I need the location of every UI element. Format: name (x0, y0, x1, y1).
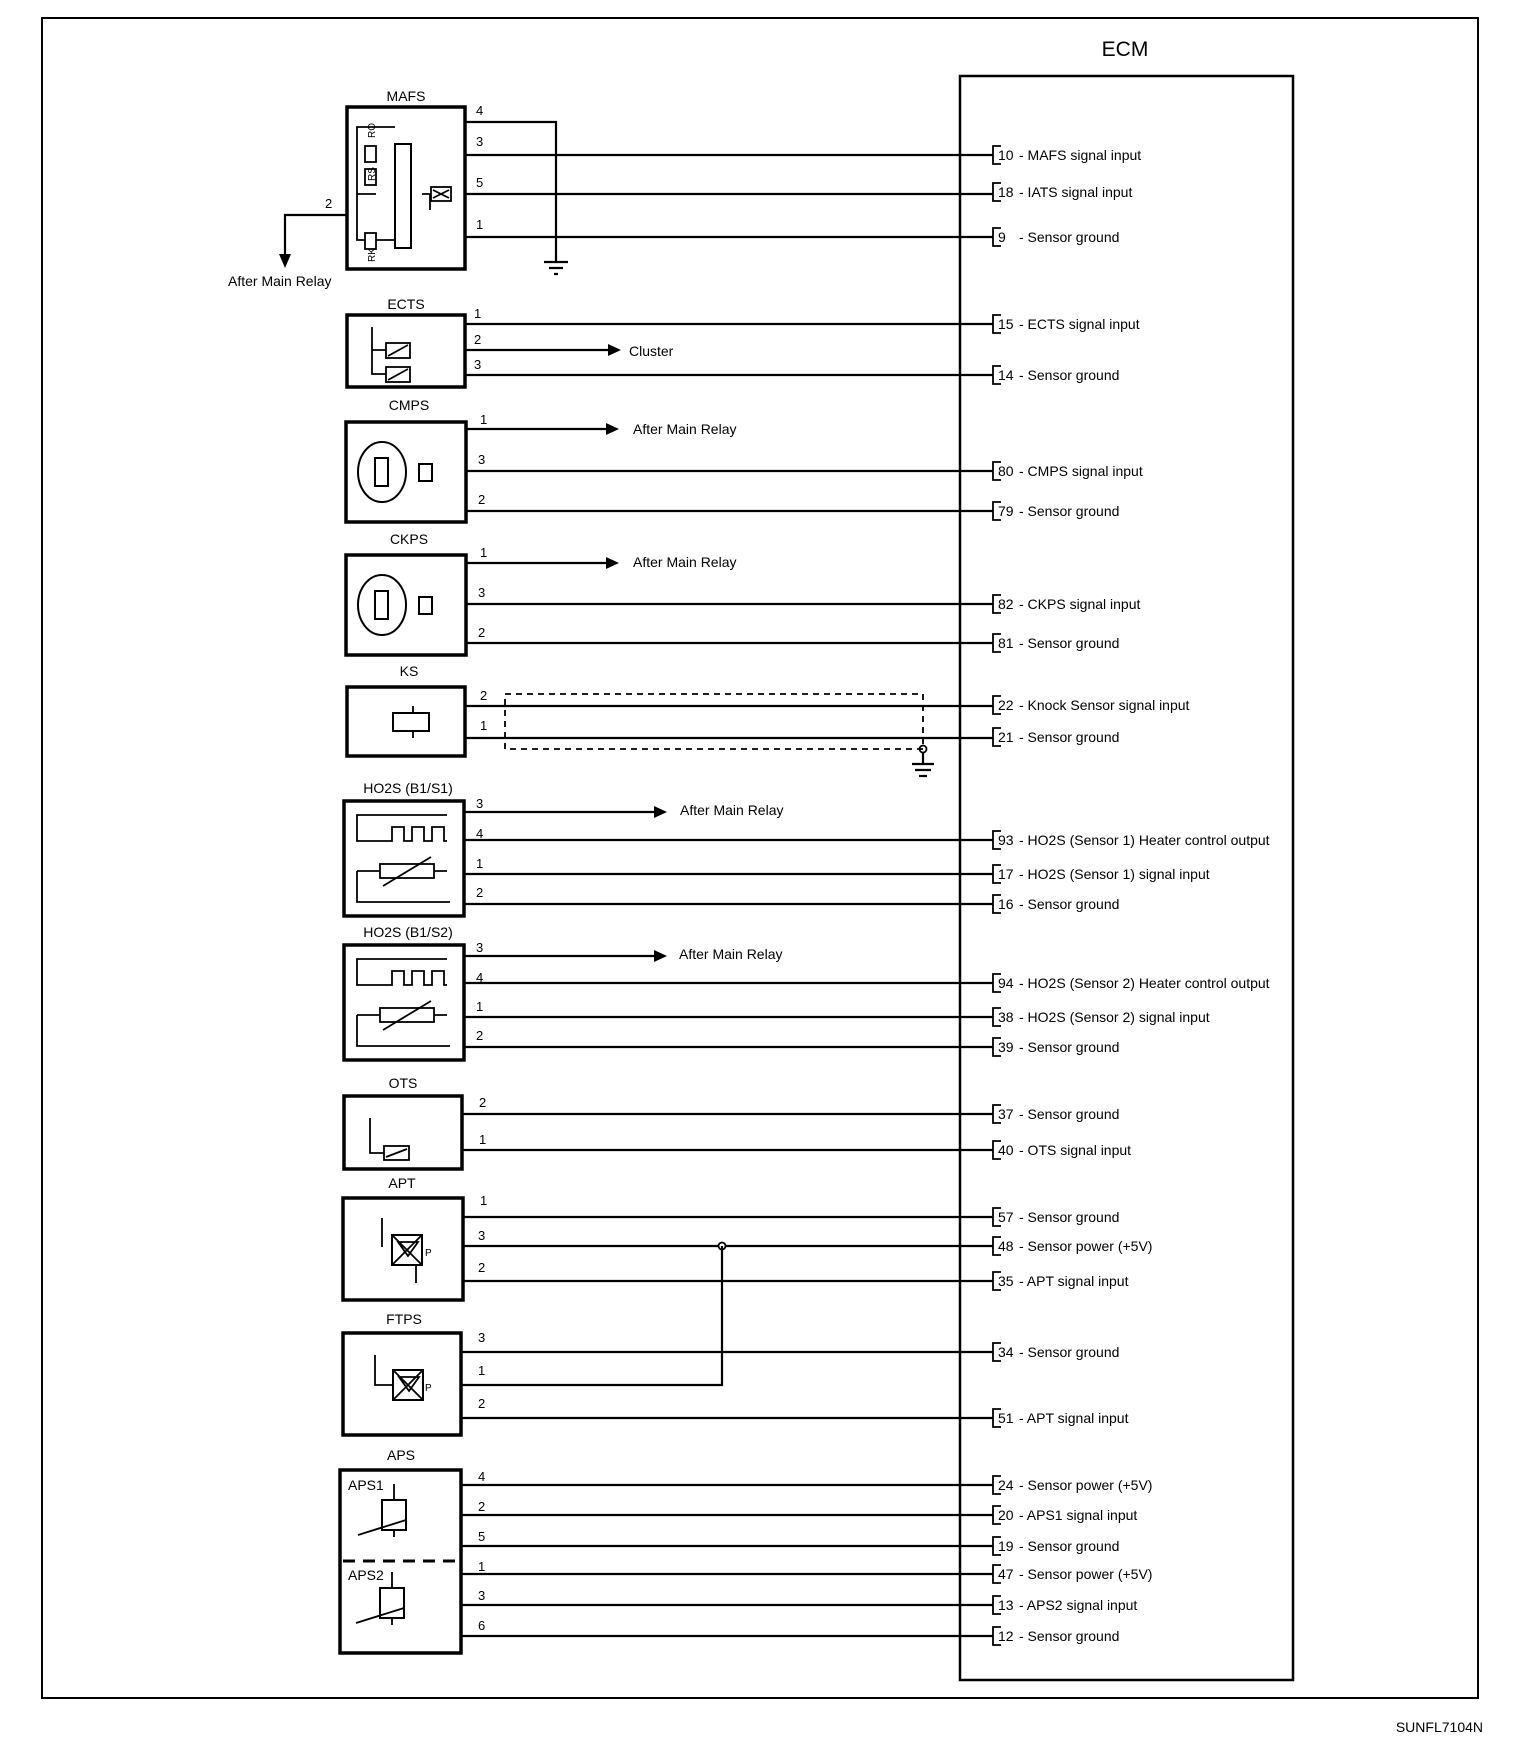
terminal-number: 79 (998, 503, 1014, 519)
ho2s1-component (344, 780, 783, 916)
terminal-label: - Sensor power (+5V) (1019, 1566, 1153, 1582)
terminal-label: - Sensor ground (1019, 896, 1120, 912)
mafs-label: MAFS (386, 88, 426, 104)
terminal-label: - CMPS signal input (1019, 463, 1143, 479)
terminal-label: - MAFS signal input (1019, 147, 1142, 163)
ho2s2-box (344, 945, 464, 1060)
ecm-terminal-9 (993, 228, 1119, 246)
ho2s1-wire-pin2 (450, 902, 993, 904)
ecm-terminal-94 (993, 974, 1270, 992)
terminal-number: 57 (998, 1209, 1014, 1225)
ecm-terminal-38 (993, 1008, 1210, 1026)
ho2s2-wire-pin3-arrowhead (654, 950, 667, 962)
ots-wire-pin1 (409, 1150, 993, 1153)
apt-pin-3: 3 (478, 1228, 486, 1243)
terminal-label: - APT signal input (1019, 1273, 1129, 1289)
terminal-label: - APS2 signal input (1019, 1597, 1138, 1613)
ftps-pin-1: 1 (478, 1363, 486, 1378)
aps-wire-pin4 (394, 1484, 993, 1485)
mafs-pin-5: 5 (476, 175, 484, 190)
terminal-number: 51 (998, 1410, 1014, 1426)
ots-pin-1: 1 (479, 1132, 487, 1147)
terminal-label: - ECTS signal input (1019, 316, 1140, 332)
terminal-label: - Sensor ground (1019, 729, 1120, 745)
terminal-number: 81 (998, 635, 1014, 651)
mafs-pin-1: 1 (476, 217, 484, 232)
ho2s2-component (344, 924, 782, 1060)
mafs-res-rs: RS (367, 167, 378, 181)
terminal-label: - APT signal input (1019, 1410, 1129, 1426)
ecm-terminal-16 (993, 895, 1119, 913)
terminal-label: - Sensor ground (1019, 1106, 1120, 1122)
terminal-number: 47 (998, 1566, 1014, 1582)
ckps-label: CKPS (389, 531, 429, 547)
aps-box (340, 1470, 461, 1653)
ks-pin-1: 1 (480, 718, 488, 733)
ecm-terminal-81 (993, 634, 1119, 652)
aps-sub1-label: APS1 (348, 1477, 384, 1493)
terminal-number: 34 (998, 1344, 1014, 1360)
ho2s2-pin-3: 3 (476, 940, 484, 955)
cmps-pin-3: 3 (478, 452, 486, 467)
ftps-pin-2: 2 (478, 1396, 486, 1411)
ho2s2-pin-1: 1 (476, 999, 484, 1014)
ckps-component (346, 531, 736, 655)
ects-pin-1: 1 (474, 306, 482, 321)
ecm-terminal-19 (993, 1537, 1119, 1555)
cmps-wire-pin1-arrowhead (606, 423, 619, 435)
terminal-label: - CKPS signal input (1019, 596, 1141, 612)
terminal-number: 38 (998, 1009, 1014, 1025)
ects-dest-cluster: Cluster (629, 343, 674, 359)
ks-label: KS (399, 663, 419, 679)
aps-pin-2: 2 (478, 1499, 486, 1514)
ho2s1-pin-1: 1 (476, 856, 484, 871)
terminal-label: - HO2S (Sensor 1) signal input (1019, 866, 1210, 882)
ftps-wire-pin1 (423, 1246, 722, 1385)
ftps-label: FTPS (386, 1311, 422, 1327)
ecm-terminal-13 (993, 1596, 1137, 1614)
ks-shield (505, 694, 923, 749)
terminal-number: 48 (998, 1238, 1014, 1254)
ecm-terminal-82 (993, 595, 1141, 613)
terminal-label: - Sensor power (+5V) (1019, 1477, 1153, 1493)
figure-id: SUNFL7104N (1395, 1719, 1483, 1735)
terminal-label: - HO2S (Sensor 2) signal input (1019, 1009, 1210, 1025)
ecm-title: ECM (1101, 38, 1149, 61)
terminal-number: 35 (998, 1273, 1014, 1289)
ho2s2-wire-pin4 (447, 983, 993, 985)
ks-ground-symbol (912, 764, 934, 776)
aps-label: APS (386, 1447, 416, 1463)
cmps-component (346, 397, 736, 522)
terminal-number: 94 (998, 975, 1014, 991)
ho2s2-label: HO2S (B1/S2) (363, 924, 453, 940)
terminal-number: 17 (998, 866, 1014, 882)
terminal-label: - Sensor ground (1019, 1209, 1120, 1225)
ecm-terminal-10 (993, 146, 1141, 164)
terminal-number: 22 (998, 697, 1014, 713)
ho2s1-wire-pin1 (447, 871, 993, 874)
ftps-component (343, 1311, 485, 1435)
cmps-pin-1: 1 (480, 412, 488, 427)
ho2s2-pin-4: 4 (476, 970, 484, 985)
ecm-terminal-22 (993, 696, 1190, 714)
ho2s1-pin-3: 3 (476, 796, 484, 811)
mafs-pin-3: 3 (476, 134, 484, 149)
ho2s1-box (344, 801, 464, 916)
ots-pin-2: 2 (479, 1095, 487, 1110)
ecm-terminal-48 (993, 1237, 1152, 1255)
mafs-ground-symbol (544, 262, 568, 274)
ecm-terminal-14 (993, 366, 1119, 384)
ho2s2-dest-after-main-relay: After Main Relay (679, 946, 783, 962)
ecm-terminal-80 (993, 462, 1143, 480)
ects-component (347, 296, 674, 387)
ecm-terminal-51 (993, 1409, 1129, 1427)
mafs-pin-2: 2 (325, 196, 333, 211)
ftps-sensor-letter: P (425, 1383, 432, 1394)
terminal-label: - Sensor ground (1019, 367, 1120, 383)
terminal-label: - Sensor ground (1019, 229, 1120, 245)
ecm-terminal-34 (993, 1343, 1119, 1361)
ecm-terminals (993, 146, 1270, 1645)
outer-frame (42, 18, 1478, 1698)
aps-pin-4: 4 (478, 1469, 486, 1484)
terminal-number: 16 (998, 896, 1014, 912)
ftps-wire-pin2 (409, 1400, 993, 1418)
apt-pin-1: 1 (480, 1193, 488, 1208)
ects-pin-2: 2 (474, 332, 482, 347)
ots-label: OTS (388, 1075, 418, 1091)
aps-pin-1: 1 (478, 1559, 486, 1574)
ho2s2-wire-pin1 (447, 1015, 993, 1017)
ecm-terminal-93 (993, 831, 1270, 849)
ecm-terminal-18 (993, 183, 1132, 201)
mafs-dest-after-main-relay: After Main Relay (228, 273, 332, 289)
terminal-number: 15 (998, 316, 1014, 332)
terminal-label: - Sensor ground (1019, 1538, 1120, 1554)
mafs-res-rk: RK (367, 248, 378, 262)
terminal-number: 12 (998, 1628, 1014, 1644)
ecm-terminal-20 (993, 1506, 1137, 1524)
ckps-dest-after-main-relay: After Main Relay (633, 554, 737, 570)
cmps-pin-2: 2 (478, 492, 486, 507)
aps-component (340, 1447, 485, 1653)
terminal-number: 9 (998, 229, 1006, 245)
ecm-terminal-35 (993, 1272, 1129, 1290)
terminal-label: - Sensor power (+5V) (1019, 1238, 1153, 1254)
terminal-number: 20 (998, 1507, 1014, 1523)
ecm-terminal-47 (993, 1565, 1152, 1583)
apt-wire-pin2 (416, 1281, 993, 1283)
terminal-number: 18 (998, 184, 1014, 200)
cmps-dest-after-main-relay: After Main Relay (633, 421, 737, 437)
terminal-number: 10 (998, 147, 1014, 163)
terminal-label: - Sensor ground (1019, 1344, 1120, 1360)
terminal-label: - Sensor ground (1019, 635, 1120, 651)
ho2s1-pin-2: 2 (476, 885, 484, 900)
ks-component (347, 663, 923, 756)
ecm-terminal-37 (993, 1105, 1119, 1123)
ecm-terminal-57 (993, 1208, 1119, 1226)
terminal-label: - Sensor ground (1019, 1039, 1120, 1055)
ckps-wire-pin1-arrowhead (606, 557, 619, 569)
aps-sub2-label: APS2 (348, 1567, 384, 1583)
terminal-number: 14 (998, 367, 1014, 383)
apt-label: APT (388, 1175, 416, 1191)
terminal-number: 19 (998, 1538, 1014, 1554)
terminal-number: 82 (998, 596, 1014, 612)
terminal-number: 21 (998, 729, 1014, 745)
mafs-wire-pin2-arrowhead (279, 254, 291, 268)
apt-pin-2: 2 (478, 1260, 486, 1275)
ects-pin-3: 3 (474, 357, 482, 372)
apt-sensor-letter: P (425, 1248, 432, 1259)
ecm-terminal-21 (993, 728, 1119, 746)
ots-component (344, 1075, 486, 1169)
ftps-pin-3: 3 (478, 1330, 486, 1345)
ecm-terminal-24 (993, 1476, 1152, 1494)
aps-pin-5: 5 (478, 1529, 486, 1544)
terminal-number: 40 (998, 1142, 1014, 1158)
terminal-label: - OTS signal input (1019, 1142, 1132, 1158)
ects-label: ECTS (387, 296, 425, 312)
terminal-number: 80 (998, 463, 1014, 479)
terminal-number: 13 (998, 1597, 1014, 1613)
ho2s2-pin-2: 2 (476, 1028, 484, 1043)
ecm-terminal-12 (993, 1627, 1119, 1645)
terminal-label: - HO2S (Sensor 1) Heater control output (1019, 832, 1270, 848)
ckps-pin-3: 3 (478, 585, 486, 600)
ckps-pin-2: 2 (478, 625, 486, 640)
ckps-pin-1: 1 (480, 545, 488, 560)
terminal-label: - Sensor ground (1019, 1628, 1120, 1644)
ecm-terminal-15 (993, 315, 1140, 333)
terminal-number: 24 (998, 1477, 1014, 1493)
ks-pin-2: 2 (480, 688, 488, 703)
ho2s1-pin-4: 4 (476, 826, 484, 841)
ho2s1-label: HO2S (B1/S1) (363, 780, 453, 796)
ho2s1-dest-after-main-relay: After Main Relay (680, 802, 784, 818)
terminal-label: - Sensor ground (1019, 503, 1120, 519)
mafs-res-ro: RO (367, 123, 378, 138)
aps-pin-3: 3 (478, 1588, 486, 1603)
terminal-label: - Knock Sensor signal input (1019, 697, 1190, 713)
mafs-pin-4: 4 (476, 103, 484, 118)
ecm-terminal-40 (993, 1141, 1131, 1159)
cmps-label: CMPS (388, 397, 430, 413)
ho2s1-wire-pin3-arrowhead (654, 806, 667, 818)
terminal-label: - IATS signal input (1019, 184, 1133, 200)
ecm-terminal-17 (993, 865, 1210, 883)
terminal-number: 93 (998, 832, 1014, 848)
mafs-component (228, 88, 483, 289)
ho2s2-wire-pin2 (450, 1046, 993, 1047)
aps-pin-6: 6 (478, 1618, 486, 1633)
terminal-number: 37 (998, 1106, 1014, 1122)
ecm-terminal-79 (993, 502, 1119, 520)
terminal-label: - APS1 signal input (1019, 1507, 1138, 1523)
ecm-terminal-39 (993, 1038, 1119, 1056)
terminal-label: - HO2S (Sensor 2) Heater control output (1019, 975, 1270, 991)
terminal-number: 39 (998, 1039, 1014, 1055)
ects-wire-pin2-arrowhead (608, 344, 621, 356)
